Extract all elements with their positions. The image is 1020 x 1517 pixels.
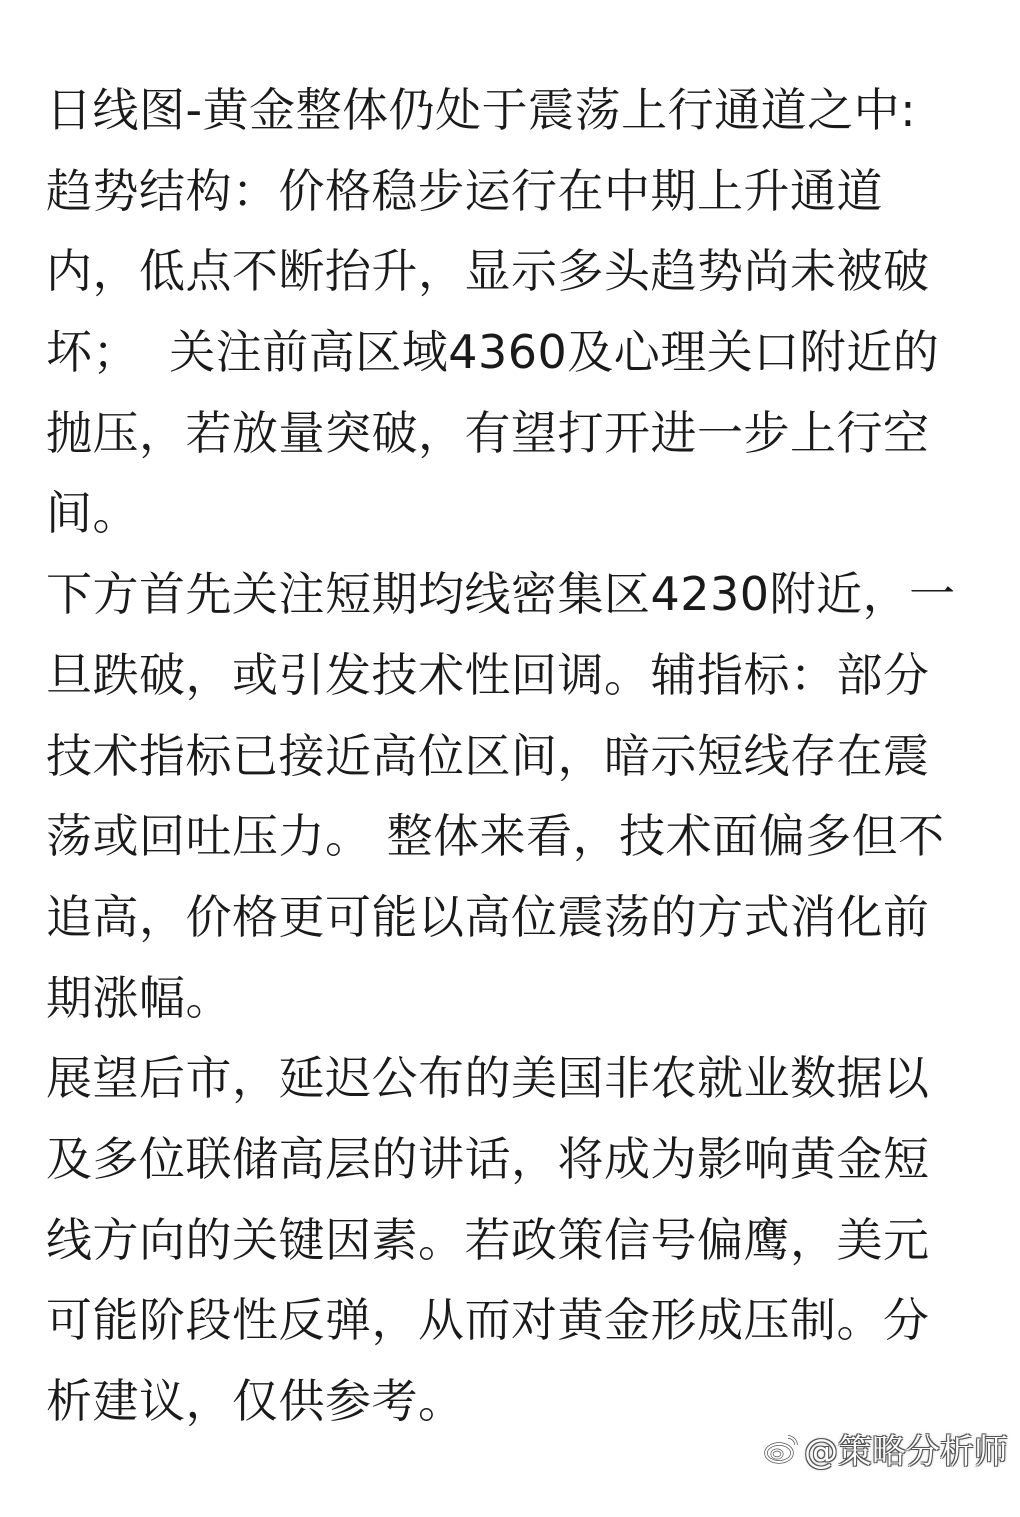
text-line: 线方向的关键因素。若政策信号偏鹰，美元 xyxy=(46,1212,930,1267)
watermark xyxy=(762,1424,1008,1473)
weibo-logo-icon xyxy=(762,1429,802,1469)
text-line: 旦跌破，或引发技术性回调。辅指标：部分 xyxy=(46,647,930,702)
text-line: 及多位联储高层的讲话，将成为影响黄金短 xyxy=(46,1131,930,1186)
text-line: 荡或回吐压力。 整体来看，技术面偏多但不 xyxy=(46,809,945,864)
text-line: 技术指标已接近高位区间，暗示短线存在震 xyxy=(46,728,930,783)
text-line: 日线图-黄金整体仍处于震荡上行通道之中: xyxy=(46,83,917,137)
text-line: 趋势结构：价格稳步运行在中期上升通道 xyxy=(46,163,883,218)
text-line: 期涨幅。 xyxy=(46,970,232,1025)
article-body xyxy=(46,70,976,1442)
text-line: 追高，价格更可能以高位震荡的方式消化前 xyxy=(46,889,930,944)
text-line: 坏； 关注前高区域4360及心理关口附近的 xyxy=(46,325,940,380)
text-line: 可能阶段性反弹，从而对黄金形成压制。分 xyxy=(46,1293,930,1348)
text-line: 析建议，仅供参考。 xyxy=(46,1374,465,1428)
text-line: 间。 xyxy=(46,486,139,541)
text-line: 下方首先关注短期均线密集区4230附近，一 xyxy=(46,567,956,622)
text-line: 展望后市，延迟公布的美国非农就业数据以 xyxy=(46,1051,930,1106)
text-line: 抛压，若放量突破，有望打开进一步上行空 xyxy=(46,405,930,460)
watermark-text: @策略分析师 xyxy=(804,1432,1008,1472)
text-line: 内，低点不断抬升，显示多头趋势尚未被破 xyxy=(46,244,930,299)
